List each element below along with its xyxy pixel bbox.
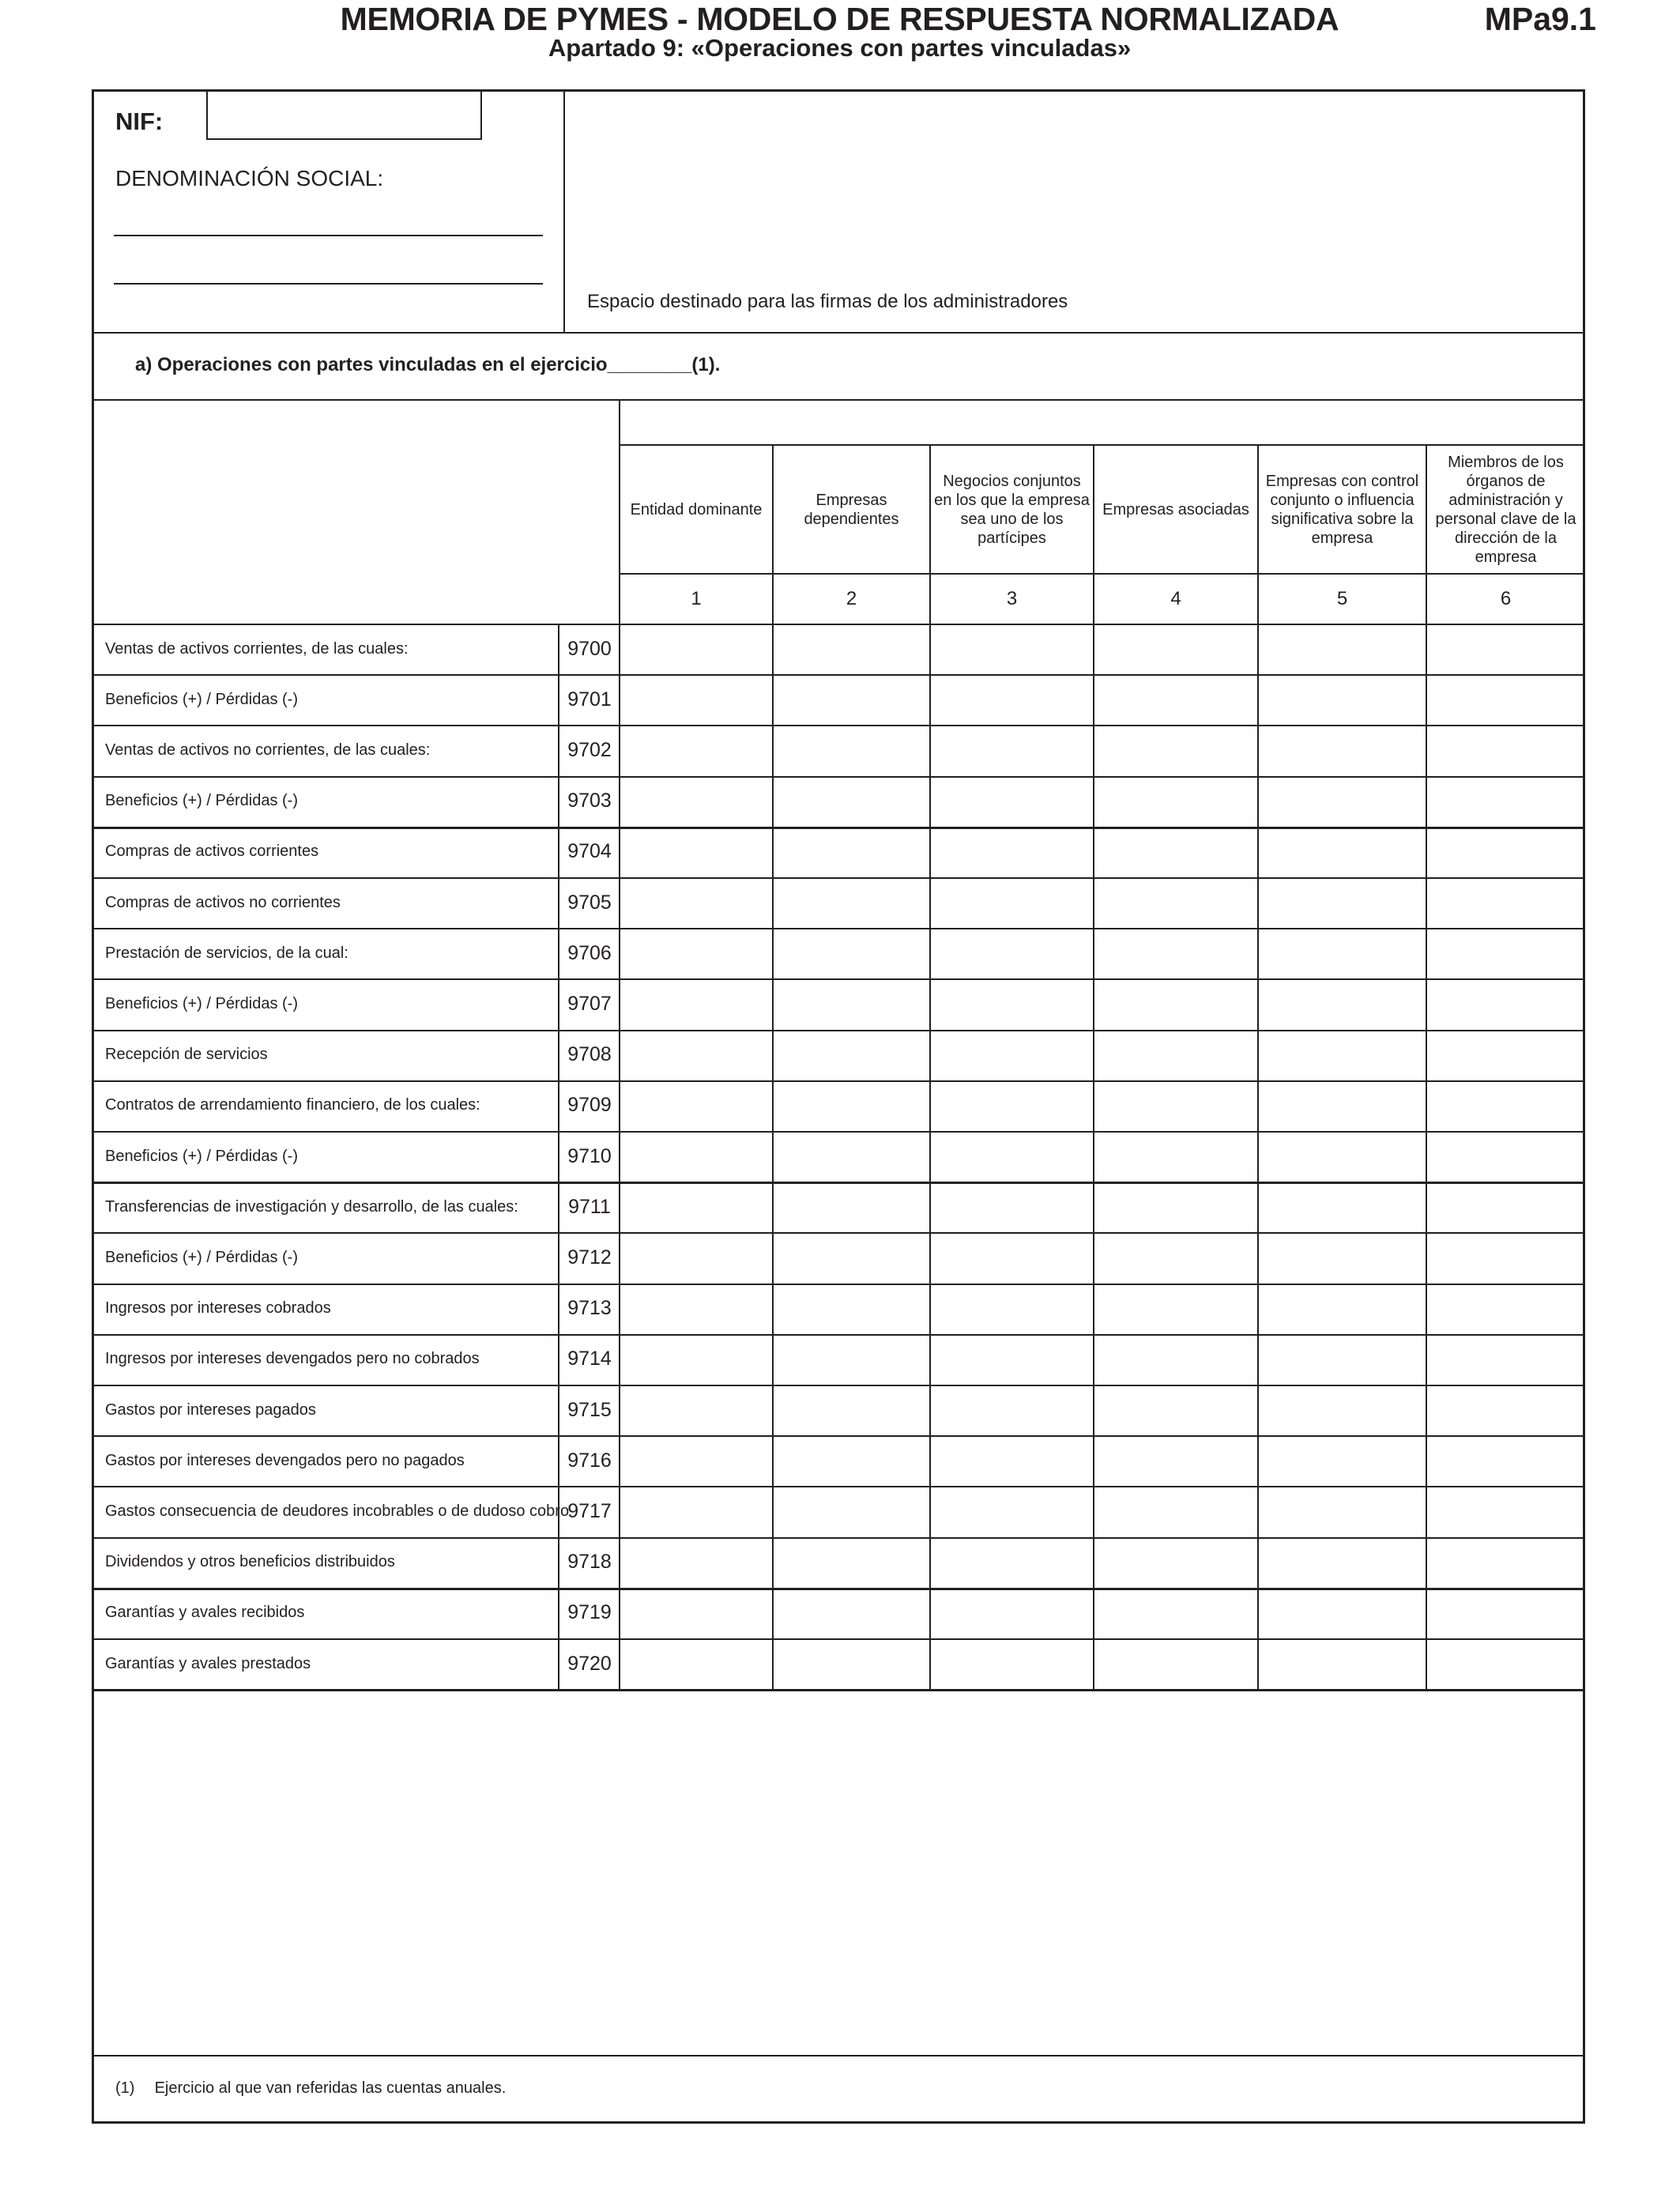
cell-9711-col3[interactable] (931, 1183, 1093, 1232)
row-label-9701: Beneficios (+) / Pérdidas (-) (105, 690, 298, 708)
cell-9706-col5[interactable] (1259, 929, 1426, 978)
cell-9705-col2[interactable] (774, 879, 929, 928)
row-code-9706: 9706 (567, 941, 612, 964)
row-code-9712: 9712 (567, 1246, 612, 1269)
cell-9716-col4[interactable] (1094, 1437, 1257, 1486)
row-code-9711: 9711 (568, 1195, 611, 1218)
cell-9703-col3[interactable] (931, 778, 1093, 827)
cell-9712-col2[interactable] (774, 1234, 929, 1283)
cell-9709-col1[interactable] (620, 1082, 772, 1131)
cell-9715-col2[interactable] (774, 1386, 929, 1435)
row-label-9719: Garantías y avales recibidos (105, 1604, 305, 1622)
row-code-9701: 9701 (567, 688, 612, 711)
cell-9702-col2[interactable] (774, 726, 929, 775)
form-subtitle: Apartado 9: «Operaciones con partes vinculadas» (548, 34, 1132, 62)
cell-9713-col1[interactable] (620, 1285, 772, 1334)
cell-9718-col4[interactable] (1094, 1539, 1257, 1588)
cell-9706-col2[interactable] (774, 929, 929, 978)
row-code-9704: 9704 (567, 840, 612, 863)
cell-9704-col2[interactable] (774, 828, 929, 877)
identification-divider (563, 90, 565, 333)
column-header-3: Negocios conjuntos en los que la empresa sea uno de los partícipes (934, 472, 1090, 547)
cell-9703-col1[interactable] (620, 778, 772, 827)
cell-9720-col2[interactable] (774, 1640, 929, 1689)
cell-9705-col3[interactable] (931, 879, 1093, 928)
cell-9719-col2[interactable] (774, 1589, 929, 1638)
row-code-9703: 9703 (567, 790, 612, 812)
cell-9705-col6[interactable] (1427, 879, 1584, 928)
row-label-9705: Compras de activos no corrientes (105, 893, 341, 911)
cell-9715-col6[interactable] (1427, 1386, 1584, 1435)
cell-9711-col2[interactable] (774, 1183, 929, 1232)
cell-9713-col5[interactable] (1259, 1285, 1426, 1334)
footnote-text: Ejercicio al que van referidas las cuentas anuales. (154, 2079, 507, 2097)
cell-9717-col5[interactable] (1259, 1487, 1426, 1536)
cell-9720-col6[interactable] (1427, 1640, 1584, 1689)
cell-9702-col5[interactable] (1259, 726, 1426, 775)
cell-9719-col5[interactable] (1259, 1589, 1426, 1638)
row-label-9704: Compras de activos corrientes (105, 843, 319, 861)
row-line-9720 (92, 1689, 1585, 1691)
cell-9718-col3[interactable] (931, 1539, 1093, 1588)
cell-9703-col6[interactable] (1427, 778, 1584, 827)
cell-9714-col5[interactable] (1259, 1336, 1426, 1385)
cell-9710-col1[interactable] (620, 1133, 772, 1182)
row-label-9714: Ingresos por intereses devengados pero no cobrados (105, 1350, 480, 1368)
row-code-9702: 9702 (567, 738, 612, 761)
row-label-9707: Beneficios (+) / Pérdidas (-) (105, 994, 298, 1012)
cell-9707-col3[interactable] (931, 980, 1093, 1029)
cell-9715-col1[interactable] (620, 1386, 772, 1435)
cell-9709-col2[interactable] (774, 1082, 929, 1131)
column-header-6: Miembros de los órganos de administración y personal clave de la dirección de la empresa (1435, 453, 1576, 566)
row-label-9706: Prestación de servicios, de la cual: (105, 944, 348, 962)
cell-9712-col5[interactable] (1259, 1234, 1426, 1283)
cell-9712-col6[interactable] (1427, 1234, 1584, 1283)
row-label-9700: Ventas de activos corrientes, de las cuales: (105, 639, 409, 658)
cell-9706-col6[interactable] (1427, 929, 1584, 978)
cell-9707-col5[interactable] (1259, 980, 1426, 1029)
cell-9710-col6[interactable] (1427, 1133, 1584, 1182)
denominacion-line-1[interactable] (114, 235, 543, 236)
cell-9702-col3[interactable] (931, 726, 1093, 775)
cell-9720-col4[interactable] (1094, 1640, 1257, 1689)
cell-9713-col2[interactable] (774, 1285, 929, 1334)
free-text-area[interactable] (93, 1688, 1584, 2053)
row-code-9717: 9717 (567, 1499, 612, 1522)
row-label-9720: Garantías y avales prestados (105, 1654, 311, 1672)
cell-9702-col4[interactable] (1094, 726, 1257, 775)
row-label-9702: Ventas de activos no corrientes, de las cuales: (105, 741, 431, 759)
cell-9717-col4[interactable] (1094, 1487, 1257, 1536)
row-code-9700: 9700 (567, 637, 612, 660)
row-label-9713: Ingresos por intereses cobrados (105, 1299, 331, 1318)
form-title: MEMORIA DE PYMES - MODELO DE RESPUESTA NORMALIZADA (340, 1, 1339, 37)
denominacion-line-2[interactable] (114, 283, 543, 285)
cell-9710-col5[interactable] (1259, 1133, 1426, 1182)
cell-9712-col1[interactable] (620, 1234, 772, 1283)
column-number-6: 6 (1500, 588, 1512, 609)
cell-9712-col3[interactable] (931, 1234, 1093, 1283)
firmas-space-label: Espacio destinado para las firmas de los administradores (587, 291, 1068, 312)
cell-9704-col5[interactable] (1259, 828, 1426, 877)
cell-9709-col5[interactable] (1259, 1082, 1426, 1131)
cell-9701-col4[interactable] (1094, 676, 1257, 725)
cell-9706-col3[interactable] (931, 929, 1093, 978)
cell-9714-col1[interactable] (620, 1336, 772, 1385)
cell-9704-col6[interactable] (1427, 828, 1584, 877)
cell-9701-col1[interactable] (620, 676, 772, 725)
cell-9710-col2[interactable] (774, 1133, 929, 1182)
identification-bottom-line (92, 332, 1585, 334)
cell-9708-col2[interactable] (774, 1031, 929, 1080)
cell-9700-col5[interactable] (1259, 625, 1426, 674)
cell-9702-col1[interactable] (620, 726, 772, 775)
row-label-9712: Beneficios (+) / Pérdidas (-) (105, 1248, 298, 1266)
column-header-4: Empresas asociadas (1102, 500, 1249, 518)
row-code-9720: 9720 (567, 1652, 612, 1675)
column-header-5: Empresas con control conjunto o influencia significativa sobre la empresa (1265, 472, 1419, 547)
cell-9705-col1[interactable] (620, 879, 772, 928)
cell-9715-col4[interactable] (1094, 1386, 1257, 1435)
cell-9717-col3[interactable] (931, 1487, 1093, 1536)
cell-9716-col2[interactable] (774, 1437, 929, 1486)
cell-9708-col1[interactable] (620, 1031, 772, 1080)
firmas-area[interactable] (566, 90, 1584, 332)
cell-9713-col6[interactable] (1427, 1285, 1584, 1334)
column-number-5: 5 (1336, 588, 1348, 609)
row-code-9713: 9713 (567, 1297, 612, 1320)
column-number-4: 4 (1170, 588, 1181, 609)
column-number-3: 3 (1006, 588, 1018, 609)
cell-9700-col2[interactable] (774, 625, 929, 674)
footnote-separator (92, 2055, 1585, 2056)
cell-9718-col5[interactable] (1259, 1539, 1426, 1588)
row-code-9708: 9708 (567, 1043, 612, 1066)
row-code-9710: 9710 (567, 1144, 612, 1167)
cell-9711-col4[interactable] (1094, 1183, 1257, 1232)
cell-9700-col6[interactable] (1427, 625, 1584, 674)
cell-9704-col4[interactable] (1094, 828, 1257, 877)
cell-9701-col6[interactable] (1427, 676, 1584, 725)
cell-9719-col6[interactable] (1427, 1589, 1584, 1638)
row-label-9717: Gastos consecuencia de deudores incobrables o de dudoso cobro (105, 1502, 570, 1520)
row-code-9714: 9714 (567, 1348, 612, 1370)
cell-9707-col4[interactable] (1094, 980, 1257, 1029)
column-number-1: 1 (691, 588, 702, 609)
cell-9705-col4[interactable] (1094, 879, 1257, 928)
cell-9714-col4[interactable] (1094, 1336, 1257, 1385)
row-code-9709: 9709 (567, 1094, 612, 1117)
cell-9716-col6[interactable] (1427, 1437, 1584, 1486)
row-label-9710: Beneficios (+) / Pérdidas (-) (105, 1147, 298, 1165)
row-code-9715: 9715 (567, 1398, 612, 1421)
cell-9716-col3[interactable] (931, 1437, 1093, 1486)
form-code: MPa9.1 (1484, 1, 1596, 37)
cell-9711-col5[interactable] (1259, 1183, 1426, 1232)
section-a-title: a) Operaciones con partes vinculadas en el ejercicio________(1). (135, 354, 721, 375)
row-label-9709: Contratos de arrendamiento financiero, de los cuales: (105, 1096, 480, 1114)
cell-9709-col4[interactable] (1094, 1082, 1257, 1131)
cell-9714-col3[interactable] (931, 1336, 1093, 1385)
row-label-9715: Gastos por intereses pagados (105, 1400, 316, 1419)
cell-9717-col6[interactable] (1427, 1487, 1584, 1536)
cell-9708-col6[interactable] (1427, 1031, 1584, 1080)
cell-9714-col2[interactable] (774, 1336, 929, 1385)
cell-9707-col2[interactable] (774, 980, 929, 1029)
cell-9719-col4[interactable] (1094, 1589, 1257, 1638)
cell-9711-col1[interactable] (620, 1183, 772, 1232)
column-header-2: Empresas dependientes (804, 491, 899, 528)
cell-9719-col1[interactable] (620, 1589, 772, 1638)
column-number-2: 2 (846, 588, 857, 609)
nif-field[interactable] (206, 90, 482, 140)
cell-9709-col6[interactable] (1427, 1082, 1584, 1131)
cell-9718-col2[interactable] (774, 1539, 929, 1588)
cell-9720-col3[interactable] (931, 1640, 1093, 1689)
column-header-1: Entidad dominante (630, 500, 763, 518)
cell-9703-col5[interactable] (1259, 778, 1426, 827)
cell-9706-col4[interactable] (1094, 929, 1257, 978)
cell-9700-col4[interactable] (1094, 625, 1257, 674)
cell-9700-col1[interactable] (620, 625, 772, 674)
cell-9707-col6[interactable] (1427, 980, 1584, 1029)
cell-9713-col4[interactable] (1094, 1285, 1257, 1334)
cell-9703-col4[interactable] (1094, 778, 1257, 827)
cell-9705-col5[interactable] (1259, 879, 1426, 928)
cell-9707-col1[interactable] (620, 980, 772, 1029)
row-code-9719: 9719 (567, 1601, 612, 1624)
cell-9718-col6[interactable] (1427, 1539, 1584, 1588)
row-code-9707: 9707 (567, 992, 612, 1015)
row-label-9708: Recepción de servicios (105, 1046, 268, 1064)
cell-9718-col1[interactable] (620, 1539, 772, 1588)
row-label-9703: Beneficios (+) / Pérdidas (-) (105, 792, 298, 810)
cell-9708-col4[interactable] (1094, 1031, 1257, 1080)
cell-9715-col3[interactable] (931, 1386, 1093, 1435)
row-label-9716: Gastos por intereses devengados pero no pagados (105, 1451, 465, 1469)
cell-9702-col6[interactable] (1427, 726, 1584, 775)
cell-9704-col3[interactable] (931, 828, 1093, 877)
cell-9716-col1[interactable] (620, 1437, 772, 1486)
cell-9720-col1[interactable] (620, 1640, 772, 1689)
cell-9700-col3[interactable] (931, 625, 1093, 674)
row-code-9718: 9718 (567, 1551, 612, 1574)
cell-9710-col4[interactable] (1094, 1133, 1257, 1182)
footnote (115, 2079, 506, 2098)
cell-9714-col6[interactable] (1427, 1336, 1584, 1385)
denominacion-label: DENOMINACIÓN SOCIAL: (115, 166, 384, 190)
cell-9720-col5[interactable] (1259, 1640, 1426, 1689)
cell-9716-col5[interactable] (1259, 1437, 1426, 1486)
cell-9708-col5[interactable] (1259, 1031, 1426, 1080)
footnote-number: (1) (115, 2079, 135, 2097)
cell-9719-col3[interactable] (931, 1589, 1093, 1638)
cell-9709-col3[interactable] (931, 1082, 1093, 1131)
row-label-9711: Transferencias de investigación y desarrollo, de las cuales: (105, 1197, 518, 1216)
cell-9710-col3[interactable] (931, 1133, 1093, 1182)
row-code-9716: 9716 (567, 1449, 612, 1472)
cell-9711-col6[interactable] (1427, 1183, 1584, 1232)
cell-9701-col5[interactable] (1259, 676, 1426, 725)
row-label-9718: Dividendos y otros beneficios distribuidos (105, 1553, 395, 1571)
cell-9713-col3[interactable] (931, 1285, 1093, 1334)
cell-9701-col2[interactable] (774, 676, 929, 725)
cell-9717-col2[interactable] (774, 1487, 929, 1536)
cell-9715-col5[interactable] (1259, 1386, 1426, 1435)
cell-9708-col3[interactable] (931, 1031, 1093, 1080)
cell-9712-col4[interactable] (1094, 1234, 1257, 1283)
nif-label: NIF: (115, 107, 164, 135)
cell-9701-col3[interactable] (931, 676, 1093, 725)
section-a-bottom-line (92, 399, 1585, 401)
row-code-9705: 9705 (567, 891, 612, 914)
cell-9706-col1[interactable] (620, 929, 772, 978)
cell-9704-col1[interactable] (620, 828, 772, 877)
cell-9717-col1[interactable] (620, 1487, 772, 1536)
cell-9703-col2[interactable] (774, 778, 929, 827)
